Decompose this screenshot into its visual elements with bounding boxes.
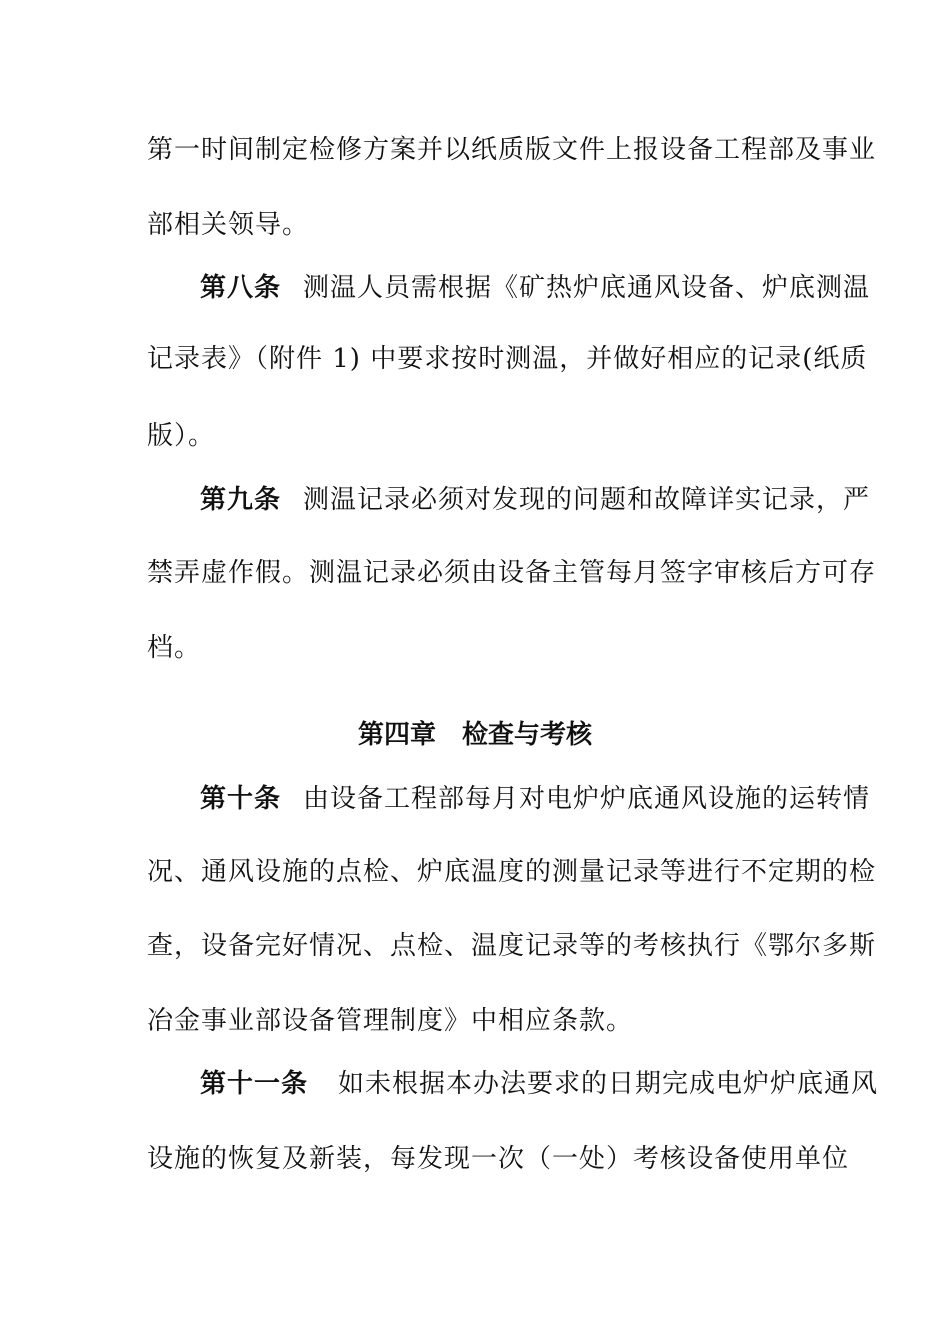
article-10-text: 由设备工程部每月对电炉炉底通风设施的运转情 — [303, 784, 871, 814]
chapter-heading — [0, 719, 950, 751]
article-9-label: 第九条 — [200, 485, 282, 515]
chapter-number: 第四章 — [357, 720, 436, 750]
article-8-text: 测温人员需根据《矿热炉底通风设备、炉底测温 — [303, 273, 871, 303]
article-11-text: 如未根据本办法要求的日期完成电炉炉底通风 — [338, 1069, 879, 1099]
chapter-title: 检查与考核 — [462, 720, 593, 750]
article-9-line: 禁弄虚作假。测温记录必须由设备主管每月签字审核后方可存 — [147, 558, 877, 588]
article-10-line: 冶金事业部设备管理制度》中相应条款。 — [147, 1006, 634, 1036]
article-8-line: 记录表》（附件 1) 中要求按时测温，并做好相应的记录(纸质 — [147, 344, 868, 374]
article-10-line: 况、通风设施的点检、炉底温度的测量记录等进行不定期的检 — [147, 857, 877, 887]
article-9-line: 档。 — [147, 633, 202, 663]
article-10-label: 第十条 — [200, 784, 282, 814]
article-11-label: 第十一条 — [200, 1069, 309, 1099]
article-8-label: 第八条 — [200, 273, 282, 303]
article-11-line — [200, 1068, 900, 1100]
paragraph-line: 第一时间制定检修方案并以纸质版文件上报设备工程部及事业 — [147, 135, 877, 165]
article-10-line: 查，设备完好情况、点检、温度记录等的考核执行《鄂尔多斯 — [147, 931, 877, 961]
article-9-text: 测温记录必须对发现的问题和故障详实记录，严 — [303, 485, 871, 515]
article-8-line — [200, 272, 900, 304]
article-11-line: 设施的恢复及新装，每发现一次（一处）考核设备使用单位 — [147, 1144, 850, 1174]
article-9-line — [200, 484, 900, 516]
paragraph-line: 部相关领导。 — [147, 210, 310, 240]
article-8-line: 版）。 — [147, 421, 216, 451]
article-10-line — [200, 783, 900, 815]
